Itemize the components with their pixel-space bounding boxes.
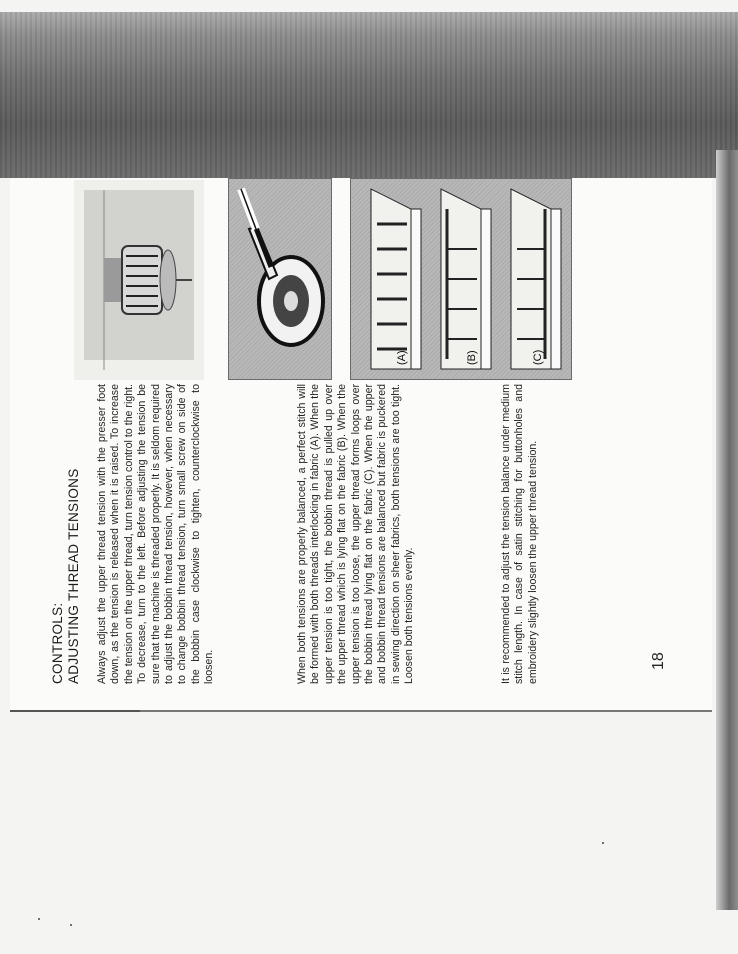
stitch-a-diagram xyxy=(371,189,421,369)
paragraph-balance: When both tensions are properly balanced, a perfect stitch will be formed with both threads interlocking in fabric (A). When the upper tension is too tight, the bobbin thread is pulled up over the upper thread which is lying flat on the fabric (B). When the upper tension is too loose, the upper thread forms loops over the bobbin thread lying flat on the fabric (C). When the upper and bobbin thread tensions are balanced but fabric is puckered in sewing direction on sheer fabrics, both tensions are too tight. Loosen both tensions evenly. xyxy=(296,384,416,684)
paragraph-recommendation: It is recommended to adjust the tension balance under medium stitch length. In case of satin stitching for buttonholes and embroidery slightly loosen the upper thread tension. xyxy=(500,384,539,684)
tension-dial-figure xyxy=(74,180,204,380)
scan-speck xyxy=(602,842,604,844)
rotated-page-content xyxy=(10,178,712,710)
page-number: 18 xyxy=(650,652,667,670)
stitch-diagram-illustration xyxy=(351,179,571,379)
stitch-b-diagram xyxy=(441,189,491,369)
bobbin-case-illustration xyxy=(229,179,331,379)
section-title: ADJUSTING THREAD TENSIONS xyxy=(66,468,81,684)
scan-speck xyxy=(38,918,40,920)
tension-dial-illustration xyxy=(74,180,204,380)
scan-right-edge xyxy=(716,150,738,910)
label-b: (B) xyxy=(466,350,478,365)
label-c: (C) xyxy=(532,349,544,365)
paragraph-adjusting: Always adjust the upper thread tension with the presser foot down, as the tension is released when it is raised. To increase the tension on the upper thread, turn tension control to the right. To decrease, turn to the left. Before adjusting the tension be sure that the machine is threaded properly. It is seldom required to adjust the bobbin thread tension, however, when necessary to change bobbin thread tension, turn small screw on side of the bobbin case clockwise to tighten, counterclockwise to loosen. xyxy=(96,384,216,684)
section-label: CONTROLS: xyxy=(50,602,65,684)
scan-shadow-band xyxy=(0,0,738,178)
label-a: (A) xyxy=(396,350,408,365)
scan-edge-mark xyxy=(10,710,140,712)
bobbin-case-figure xyxy=(228,178,332,380)
stitch-c-diagram xyxy=(511,189,561,369)
scan-speck xyxy=(70,924,72,926)
manual-page xyxy=(10,178,712,712)
stitch-diagram-figure xyxy=(350,178,572,380)
